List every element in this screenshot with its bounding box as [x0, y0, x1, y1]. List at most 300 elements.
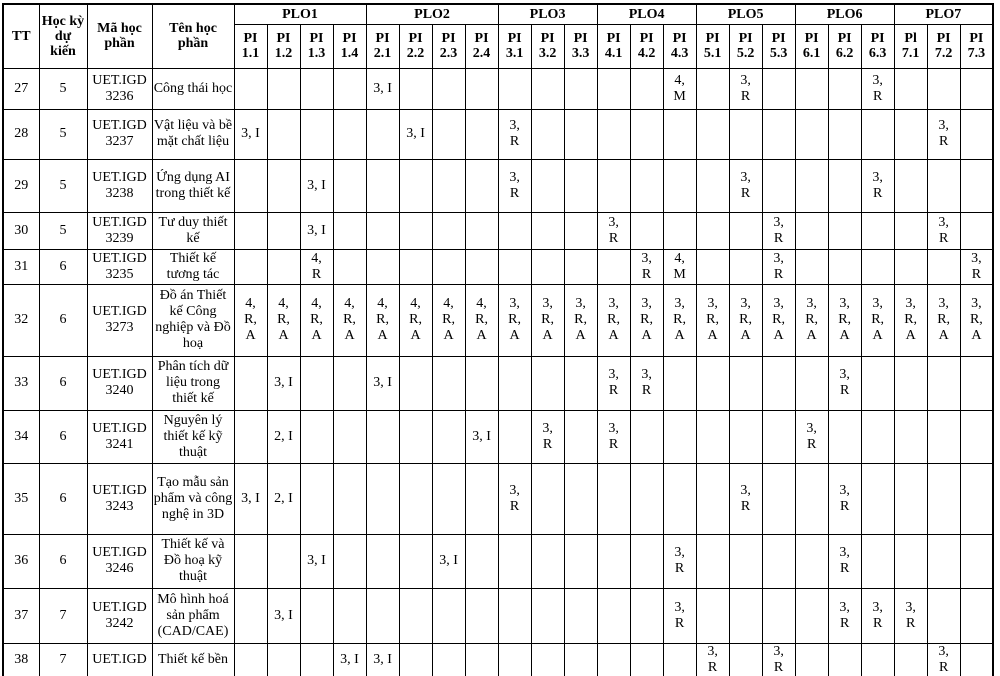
pi-cell-2.3	[432, 68, 465, 109]
pi-cell-6.1	[795, 356, 828, 410]
pi-cell-7.3	[960, 356, 993, 410]
pi-cell-6.2: 3, R	[828, 588, 861, 643]
pi-cell-2.4	[465, 643, 498, 676]
pi-header-1.2: PI 1.2	[267, 24, 300, 68]
pi-cell-1.4	[333, 410, 366, 463]
pi-cell-1.4	[333, 588, 366, 643]
pi-cell-6.2	[828, 212, 861, 249]
pi-cell-2.2	[399, 356, 432, 410]
pi-cell-3.3	[564, 159, 597, 212]
pi-cell-3.3	[564, 109, 597, 159]
pi-cell-6.3	[861, 643, 894, 676]
pi-cell-4.3	[663, 109, 696, 159]
pi-cell-7.3	[960, 410, 993, 463]
pi-cell-4.3	[663, 212, 696, 249]
pi-cell-6.2	[828, 249, 861, 284]
pi-cell-7.2: 3, R	[927, 109, 960, 159]
pi-cell-2.1: 3, I	[366, 643, 399, 676]
pi-cell-3.3	[564, 212, 597, 249]
course-row	[3, 356, 993, 410]
tt-cell: 38	[3, 643, 39, 676]
pi-cell-2.1	[366, 463, 399, 534]
pi-cell-2.1: 3, I	[366, 356, 399, 410]
pi-cell-1.4	[333, 109, 366, 159]
course-name-cell: Mô hình hoá sản phẩm (CAD/CAE)	[152, 588, 234, 643]
pi-cell-1.2: 2, I	[267, 410, 300, 463]
pi-cell-6.3	[861, 249, 894, 284]
pi-cell-1.3: 3, I	[300, 534, 333, 588]
pi-cell-4.1	[597, 159, 630, 212]
pi-cell-3.1: 3, R	[498, 159, 531, 212]
course-code-cell: UET.IGD 3238	[87, 159, 152, 212]
plo-group-header-plo2: PLO2	[366, 4, 498, 24]
semester-header: Học kỳ dự kiến	[39, 4, 87, 68]
pi-cell-3.3	[564, 356, 597, 410]
pi-cell-3.3	[564, 249, 597, 284]
pi-cell-4.3: 4, M	[663, 249, 696, 284]
pi-cell-1.1: 4, R, A	[234, 284, 267, 356]
pi-cell-1.1	[234, 159, 267, 212]
pi-cell-6.1	[795, 159, 828, 212]
pi-cell-2.4	[465, 534, 498, 588]
pi-cell-3.2	[531, 159, 564, 212]
pi-cell-5.3	[762, 534, 795, 588]
pi-cell-3.1	[498, 68, 531, 109]
pi-cell-1.3	[300, 643, 333, 676]
pi-cell-4.1	[597, 588, 630, 643]
pi-cell-4.3: 3, R	[663, 588, 696, 643]
pi-cell-1.4	[333, 463, 366, 534]
course-code-cell: UET.IGD 3243	[87, 463, 152, 534]
pi-cell-7.2	[927, 588, 960, 643]
pi-cell-2.3: 4, R, A	[432, 284, 465, 356]
pi-cell-6.1	[795, 212, 828, 249]
plo-group-header-plo5: PLO5	[696, 4, 795, 24]
pi-cell-1.1	[234, 534, 267, 588]
pi-cell-6.1: 3, R, A	[795, 284, 828, 356]
pi-cell-5.2	[729, 588, 762, 643]
semester-cell: 6	[39, 410, 87, 463]
tt-cell: 27	[3, 68, 39, 109]
pi-cell-2.2	[399, 588, 432, 643]
course-row	[3, 68, 993, 109]
pi-cell-5.3	[762, 68, 795, 109]
pi-cell-1.2: 4, R, A	[267, 284, 300, 356]
pi-cell-1.4: 3, I	[333, 643, 366, 676]
curriculum-plo-mapping-table	[2, 3, 994, 676]
pi-cell-7.2	[927, 410, 960, 463]
tt-cell: 34	[3, 410, 39, 463]
pi-cell-1.2	[267, 534, 300, 588]
pi-cell-1.3	[300, 356, 333, 410]
pi-cell-7.3: 3, R, A	[960, 284, 993, 356]
pi-cell-1.1	[234, 588, 267, 643]
pi-cell-4.3	[663, 463, 696, 534]
pi-cell-4.2	[630, 410, 663, 463]
pi-cell-5.3	[762, 588, 795, 643]
table-body	[3, 68, 993, 676]
course-name-cell: Tư duy thiết kế	[152, 212, 234, 249]
pi-header-6.1: PI 6.1	[795, 24, 828, 68]
pi-cell-7.2	[927, 68, 960, 109]
pi-cell-3.2	[531, 463, 564, 534]
pi-cell-4.2	[630, 109, 663, 159]
semester-cell: 5	[39, 212, 87, 249]
pi-header-5.1: PI 5.1	[696, 24, 729, 68]
pi-header-2.1: PI 2.1	[366, 24, 399, 68]
pi-cell-1.3	[300, 463, 333, 534]
pi-cell-4.1	[597, 249, 630, 284]
pi-header-3.3: PI 3.3	[564, 24, 597, 68]
pi-cell-4.1: 3, R	[597, 212, 630, 249]
pi-header-3.2: PI 3.2	[531, 24, 564, 68]
plo-group-header-plo3: PLO3	[498, 4, 597, 24]
pi-cell-4.3: 3, R, A	[663, 284, 696, 356]
pi-cell-5.1	[696, 534, 729, 588]
pi-cell-5.2	[729, 109, 762, 159]
pi-cell-3.2	[531, 356, 564, 410]
pi-cell-7.1: 3, R	[894, 588, 927, 643]
pi-cell-1.3	[300, 410, 333, 463]
pi-cell-3.1: 3, R, A	[498, 284, 531, 356]
pi-cell-5.1	[696, 159, 729, 212]
pi-cell-1.2	[267, 212, 300, 249]
course-name-cell: Đồ án Thiết kế Công nghiệp và Đồ hoạ	[152, 284, 234, 356]
pi-cell-4.3: 4, M	[663, 68, 696, 109]
pi-cell-2.3	[432, 643, 465, 676]
pi-cell-7.2	[927, 463, 960, 534]
pi-cell-4.1	[597, 109, 630, 159]
pi-cell-2.1	[366, 410, 399, 463]
tt-cell: 33	[3, 356, 39, 410]
pi-cell-3.2	[531, 588, 564, 643]
semester-cell: 5	[39, 109, 87, 159]
pi-cell-7.3	[960, 68, 993, 109]
pi-cell-2.3: 3, I	[432, 534, 465, 588]
pi-cell-6.1	[795, 588, 828, 643]
course-row	[3, 109, 993, 159]
pi-cell-1.1	[234, 643, 267, 676]
pi-cell-7.2: 3, R	[927, 643, 960, 676]
pi-cell-5.2	[729, 356, 762, 410]
pi-cell-2.2	[399, 643, 432, 676]
pi-cell-1.4: 4, R, A	[333, 284, 366, 356]
pi-cell-5.3	[762, 159, 795, 212]
pi-cell-3.1	[498, 249, 531, 284]
pi-cell-1.4	[333, 249, 366, 284]
pi-cell-4.2	[630, 643, 663, 676]
pi-cell-6.3	[861, 534, 894, 588]
pi-cell-7.2	[927, 534, 960, 588]
pi-cell-4.2: 3, R	[630, 356, 663, 410]
pi-cell-4.2: 3, R	[630, 249, 663, 284]
pi-cell-2.2	[399, 410, 432, 463]
pi-cell-2.3	[432, 356, 465, 410]
pi-cell-1.2: 3, I	[267, 588, 300, 643]
pi-cell-5.1	[696, 588, 729, 643]
course-row	[3, 212, 993, 249]
tt-cell: 36	[3, 534, 39, 588]
pi-cell-2.1: 4, R, A	[366, 284, 399, 356]
tt-cell: 32	[3, 284, 39, 356]
pi-cell-3.1	[498, 212, 531, 249]
pi-cell-1.1	[234, 249, 267, 284]
pi-cell-7.2	[927, 249, 960, 284]
pi-cell-5.3	[762, 463, 795, 534]
pi-cell-2.4	[465, 463, 498, 534]
pi-cell-1.1	[234, 68, 267, 109]
pi-cell-4.2	[630, 159, 663, 212]
semester-cell: 6	[39, 249, 87, 284]
pi-cell-6.2: 3, R	[828, 356, 861, 410]
pi-cell-7.3	[960, 534, 993, 588]
course-code-cell: UET.IGD 3246	[87, 534, 152, 588]
pi-cell-4.1: 3, R	[597, 410, 630, 463]
pi-cell-3.1: 3, R	[498, 109, 531, 159]
pi-cell-3.1: 3, R	[498, 463, 531, 534]
pi-cell-1.1	[234, 212, 267, 249]
course-code-cell: UET.IGD 3235	[87, 249, 152, 284]
pi-cell-6.2: 3, R	[828, 534, 861, 588]
pi-cell-4.1: 3, R, A	[597, 284, 630, 356]
pi-cell-1.2: 2, I	[267, 463, 300, 534]
pi-cell-5.2	[729, 410, 762, 463]
table-header	[3, 4, 993, 68]
pi-cell-5.1	[696, 463, 729, 534]
pi-cell-6.2	[828, 68, 861, 109]
pi-cell-2.2: 4, R, A	[399, 284, 432, 356]
course-name-cell: Thiết kế bền	[152, 643, 234, 676]
pi-cell-6.3: 3, R, A	[861, 284, 894, 356]
pi-cell-6.2	[828, 643, 861, 676]
pi-cell-7.1	[894, 159, 927, 212]
pi-cell-2.1	[366, 534, 399, 588]
pi-cell-3.3: 3, R, A	[564, 284, 597, 356]
pi-cell-3.2	[531, 249, 564, 284]
pi-cell-2.2	[399, 249, 432, 284]
pi-cell-5.3: 3, R	[762, 643, 795, 676]
pi-cell-1.2	[267, 249, 300, 284]
pi-cell-5.3	[762, 356, 795, 410]
pi-cell-5.1	[696, 356, 729, 410]
pi-cell-3.3	[564, 68, 597, 109]
plo-group-header-plo6: PLO6	[795, 4, 894, 24]
pi-cell-4.2	[630, 212, 663, 249]
pi-cell-2.3	[432, 159, 465, 212]
pi-cell-4.2	[630, 534, 663, 588]
pi-header-2.4: PI 2.4	[465, 24, 498, 68]
tt-cell: 30	[3, 212, 39, 249]
pi-cell-2.1: 3, I	[366, 68, 399, 109]
pi-cell-5.2	[729, 249, 762, 284]
pi-cell-5.1	[696, 212, 729, 249]
course-code-cell: UET.IGD 3273	[87, 284, 152, 356]
pi-cell-7.3	[960, 109, 993, 159]
pi-cell-7.1	[894, 109, 927, 159]
pi-cell-1.3	[300, 68, 333, 109]
pi-cell-7.1	[894, 463, 927, 534]
pi-cell-5.1	[696, 68, 729, 109]
pi-cell-5.1	[696, 249, 729, 284]
course-row	[3, 463, 993, 534]
pi-cell-2.4: 4, R, A	[465, 284, 498, 356]
pi-header-2.3: PI 2.3	[432, 24, 465, 68]
pi-cell-7.3	[960, 212, 993, 249]
pi-cell-6.3	[861, 463, 894, 534]
semester-cell: 6	[39, 284, 87, 356]
pi-cell-7.1: 3, R, A	[894, 284, 927, 356]
pi-cell-1.3	[300, 109, 333, 159]
course-row	[3, 249, 993, 284]
pi-cell-2.3	[432, 109, 465, 159]
plo-group-header-plo7: PLO7	[894, 4, 993, 24]
pi-cell-7.1	[894, 212, 927, 249]
pi-cell-7.1	[894, 356, 927, 410]
pi-cell-2.4	[465, 68, 498, 109]
pi-header-7.1: Pl 7.1	[894, 24, 927, 68]
pi-cell-2.2	[399, 159, 432, 212]
pi-cell-1.2	[267, 109, 300, 159]
pi-cell-5.3	[762, 109, 795, 159]
course-name-cell: Phân tích dữ liệu trong thiết kế	[152, 356, 234, 410]
plo-group-header-plo4: PLO4	[597, 4, 696, 24]
pi-cell-1.3	[300, 588, 333, 643]
pi-cell-4.2	[630, 588, 663, 643]
pi-cell-3.1	[498, 643, 531, 676]
pi-cell-6.1	[795, 68, 828, 109]
pi-cell-7.2	[927, 356, 960, 410]
pi-cell-1.4	[333, 159, 366, 212]
semester-cell: 7	[39, 643, 87, 676]
pi-cell-2.3	[432, 463, 465, 534]
pi-cell-5.1: 3, R	[696, 643, 729, 676]
pi-cell-6.1: 3, R	[795, 410, 828, 463]
tt-cell: 35	[3, 463, 39, 534]
course-code-cell: UET.IGD	[87, 643, 152, 676]
pi-cell-5.3: 3, R	[762, 212, 795, 249]
pi-cell-6.2	[828, 159, 861, 212]
pi-cell-4.2	[630, 68, 663, 109]
pi-cell-6.1	[795, 643, 828, 676]
tt-cell: 28	[3, 109, 39, 159]
pi-header-5.3: PI 5.3	[762, 24, 795, 68]
pi-cell-3.2	[531, 643, 564, 676]
pi-cell-3.2	[531, 68, 564, 109]
pi-cell-7.1	[894, 249, 927, 284]
pi-cell-4.1: 3, R	[597, 356, 630, 410]
pi-cell-4.1	[597, 463, 630, 534]
pi-cell-7.3	[960, 643, 993, 676]
pi-cell-6.2	[828, 410, 861, 463]
pi-cell-4.1	[597, 534, 630, 588]
pi-cell-1.1: 3, I	[234, 109, 267, 159]
pi-cell-4.3	[663, 159, 696, 212]
pi-cell-7.1	[894, 68, 927, 109]
pi-cell-3.3	[564, 643, 597, 676]
pi-cell-7.1	[894, 534, 927, 588]
pi-cell-2.4	[465, 356, 498, 410]
pi-cell-2.4	[465, 212, 498, 249]
pi-cell-6.2: 3, R	[828, 463, 861, 534]
plo-group-header-plo1: PLO1	[234, 4, 366, 24]
pi-header-1.3: PI 1.3	[300, 24, 333, 68]
pi-cell-6.3	[861, 109, 894, 159]
pi-header-4.1: PI 4.1	[597, 24, 630, 68]
tt-cell: 29	[3, 159, 39, 212]
pi-cell-2.4: 3, I	[465, 410, 498, 463]
pi-cell-1.2	[267, 68, 300, 109]
pi-cell-3.2	[531, 212, 564, 249]
course-name-cell: Tạo mẫu sản phẩm và công nghệ in 3D	[152, 463, 234, 534]
semester-cell: 6	[39, 356, 87, 410]
pi-cell-3.3	[564, 588, 597, 643]
pi-cell-3.1	[498, 410, 531, 463]
course-row	[3, 534, 993, 588]
pi-cell-7.3: 3, R	[960, 249, 993, 284]
pi-cell-2.2	[399, 463, 432, 534]
semester-cell: 6	[39, 534, 87, 588]
pi-cell-1.4	[333, 68, 366, 109]
pi-cell-1.4	[333, 212, 366, 249]
course-row	[3, 588, 993, 643]
pi-cell-2.3	[432, 249, 465, 284]
pi-cell-3.3	[564, 410, 597, 463]
pi-cell-2.1	[366, 588, 399, 643]
pi-header-6.3: PI 6.3	[861, 24, 894, 68]
course-code-cell: UET.IGD 3240	[87, 356, 152, 410]
pi-cell-5.2: 3, R	[729, 68, 762, 109]
pi-cell-2.2	[399, 534, 432, 588]
pi-cell-5.1	[696, 109, 729, 159]
pi-cell-3.2	[531, 534, 564, 588]
pi-cell-7.2	[927, 159, 960, 212]
course-row	[3, 643, 993, 676]
pi-cell-3.2: 3, R	[531, 410, 564, 463]
pi-header-5.2: PI 5.2	[729, 24, 762, 68]
pi-cell-1.1: 3, I	[234, 463, 267, 534]
pi-cell-5.1: 3, R, A	[696, 284, 729, 356]
semester-cell: 5	[39, 159, 87, 212]
pi-cell-2.4	[465, 588, 498, 643]
course-code-cell: UET.IGD 3239	[87, 212, 152, 249]
pi-cell-2.2: 3, I	[399, 109, 432, 159]
pi-cell-1.3: 3, I	[300, 212, 333, 249]
pi-cell-3.1	[498, 534, 531, 588]
course-code-cell: UET.IGD 3242	[87, 588, 152, 643]
pi-cell-4.3	[663, 356, 696, 410]
pi-cell-5.2	[729, 643, 762, 676]
pi-cell-2.1	[366, 212, 399, 249]
pi-cell-2.3	[432, 410, 465, 463]
pi-cell-3.3	[564, 534, 597, 588]
tt-cell: 37	[3, 588, 39, 643]
pi-cell-5.3	[762, 410, 795, 463]
course-name-cell: Công thái học	[152, 68, 234, 109]
pi-cell-2.4	[465, 109, 498, 159]
pi-cell-7.2: 3, R, A	[927, 284, 960, 356]
pi-cell-7.3	[960, 159, 993, 212]
course-row	[3, 284, 993, 356]
pi-cell-1.2	[267, 643, 300, 676]
pi-cell-1.4	[333, 356, 366, 410]
pi-header-1.4: PI 1.4	[333, 24, 366, 68]
header-row-plo	[3, 4, 993, 24]
course-code-cell: UET.IGD 3241	[87, 410, 152, 463]
course-name-cell: Ứng dụng AI trong thiết kế	[152, 159, 234, 212]
pi-cell-4.3	[663, 643, 696, 676]
pi-cell-2.2	[399, 212, 432, 249]
pi-cell-1.2: 3, I	[267, 356, 300, 410]
